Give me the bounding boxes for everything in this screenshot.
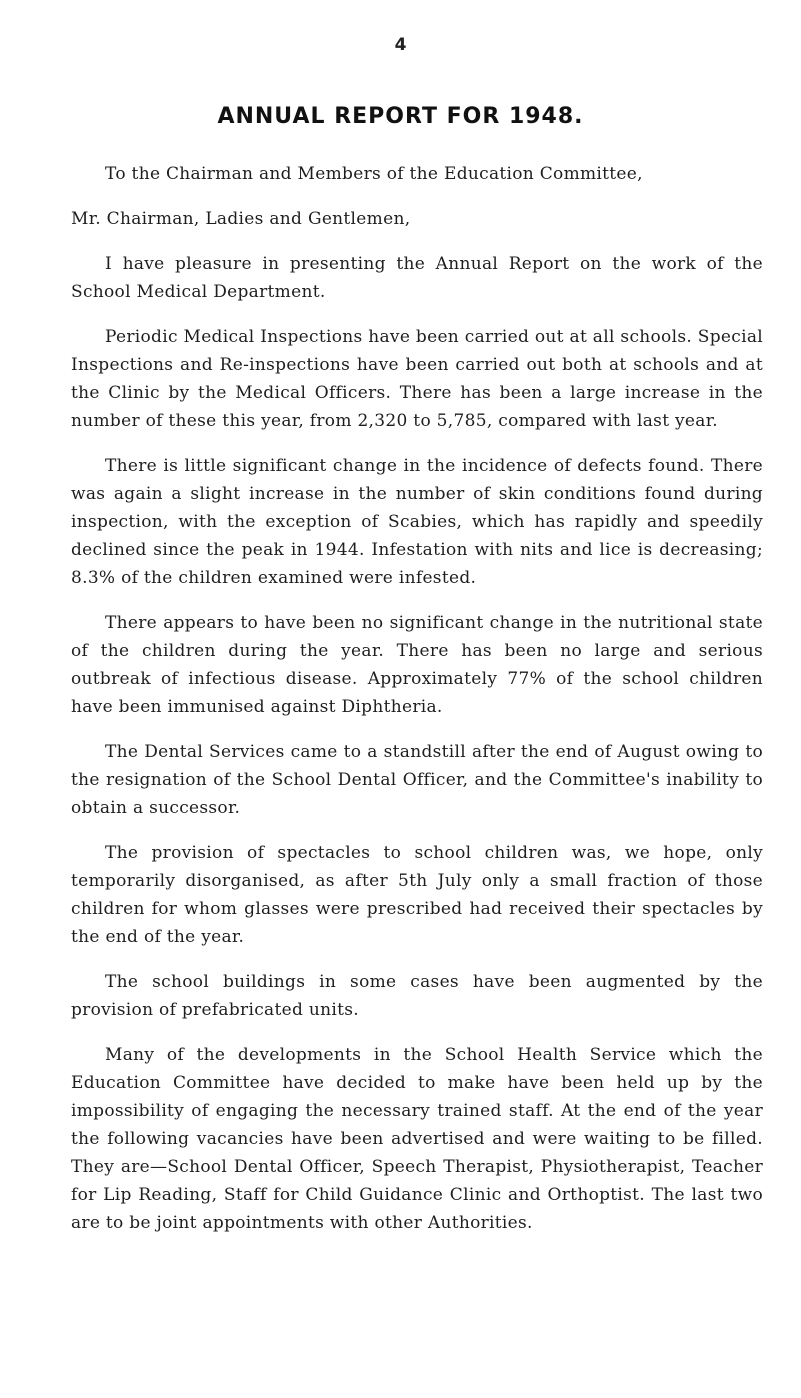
salutation: Mr. Chairman, Ladies and Gentlemen,: [71, 209, 411, 229]
paragraph-buildings: The school buildings in some cases have been augmented by the provision of prefabricated units.: [71, 972, 763, 1020]
paragraph-staff-vacancies: Many of the developments in the School Health Service which the Education Committee have decided to make have been held up by the impossibility of engaging the necessary trained staff. At the end of the year the following vacancies have been advertised and were waiting to be filled. They are—School Dental Officer, Speech Therapist, Physiotherapist, Teacher for Lip Reading, Staff for Child Guidance Clinic and Orthoptist. The last two are to be joint appointments with other Authorities.: [71, 1045, 763, 1233]
paragraph-inspections: Periodic Medical Inspections have been carried out at all schools. Special Inspections and Re-inspections have been carried out both at schools and at the Clinic by the Medical Officers. There has been a large increase in the number of these this year, from 2,320 to 5,785, compared with last year.: [71, 327, 763, 431]
paragraph-nutrition: There appears to have been no significant change in the nutritional state of the children during the year. There has been no large and serious outbreak of infectious disease. Approximately 77% of the school children have been immunised against Diphtheria.: [71, 613, 763, 717]
report-title: ANNUAL REPORT FOR 1948.: [217, 104, 584, 129]
page-number: 4: [394, 35, 407, 55]
paragraph-dental: The Dental Services came to a standstill after the end of August owing to the resignation of the School Dental Officer, and the Committee's inability to obtain a successor.: [71, 742, 763, 818]
paragraph-spectacles: The provision of spectacles to school children was, we hope, only temporarily disorganised, as after 5th July only a small fraction of those children for whom glasses were prescribed had received their spectacles by the end of the year.: [71, 843, 763, 947]
address-line: To the Chairman and Members of the Education Committee,: [105, 164, 643, 184]
paragraph-intro: I have pleasure in presenting the Annual Report on the work of the School Medical Department.: [71, 254, 763, 302]
report-body: [71, 160, 763, 1254]
paragraph-defects: There is little significant change in the incidence of defects found. There was again a slight increase in the number of skin conditions found during inspection, with the exception of Scabies, which has rapidly and speedily declined since the peak in 1944. Infestation with nits and lice is decreasing; 8.3% of the children examined were infested.: [71, 456, 763, 588]
